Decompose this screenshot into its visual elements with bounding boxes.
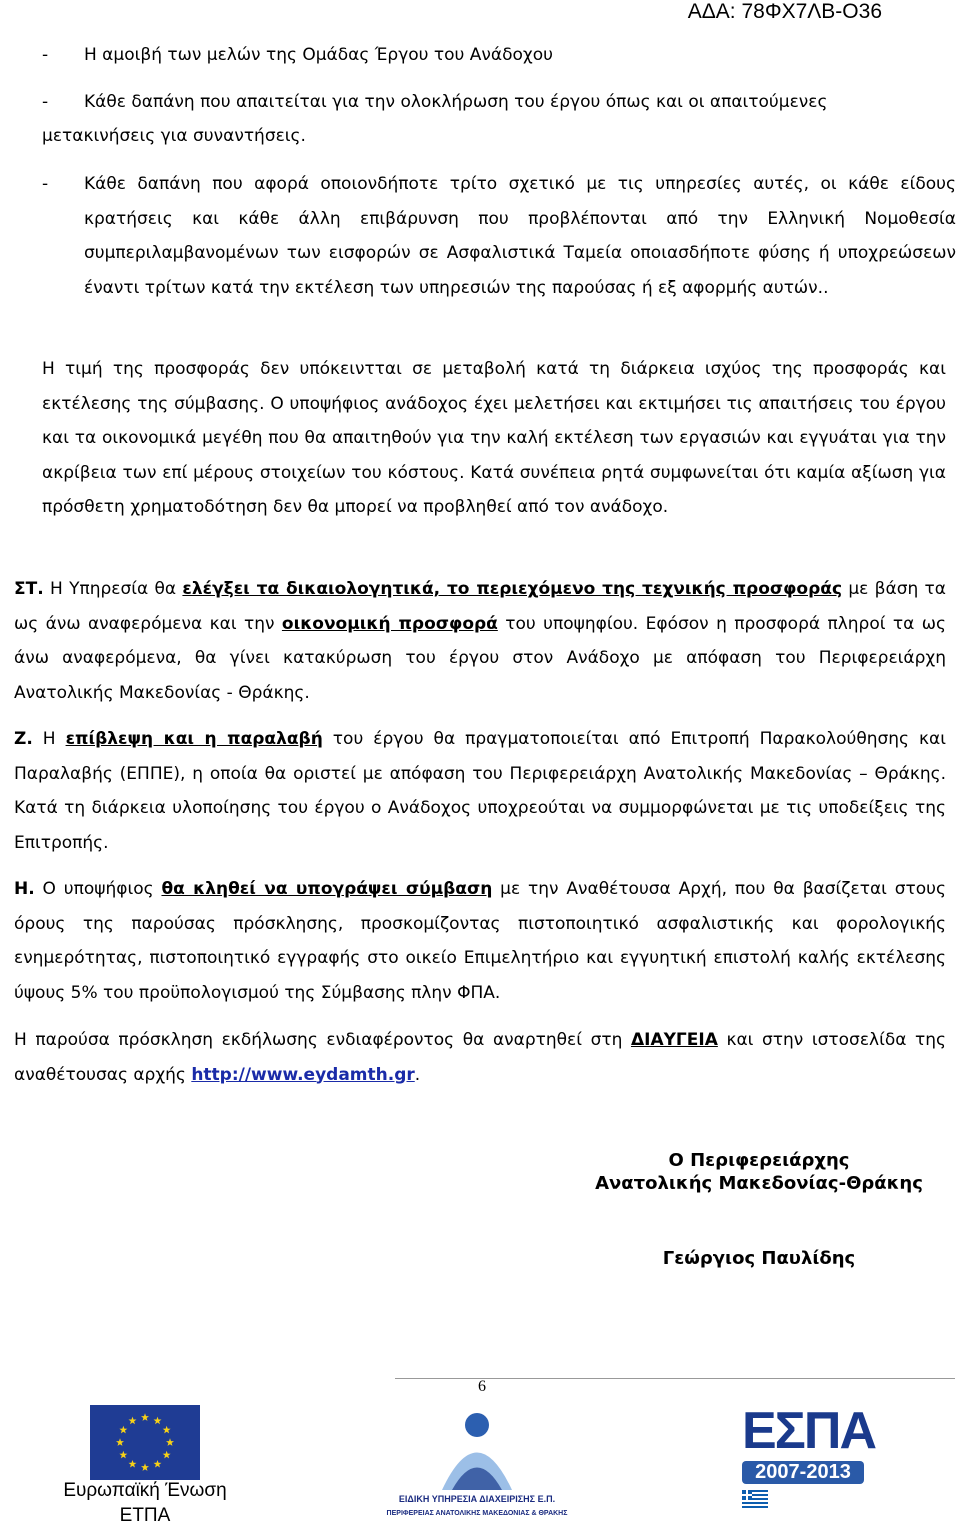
ada-header: ΑΔΑ: 78ΦΧ7ΛΒ-Ο36: [687, 0, 882, 23]
signature-title-2: Ανατολικής Μακεδονίας-Θράκης: [595, 1173, 923, 1194]
publish-paragraph: Η παρούσα πρόσκληση εκδήλωσης ενδιαφέροντος θα αναρτηθεί στη ΔΙΑΥΓΕΙΑ και στην ιστοσελίδα της αναθέτουσας αρχής http://www.eydamth.gr.: [14, 1030, 947, 1085]
price-paragraph: Η τιμή της προσφοράς δεν υπόκειντται σε μεταβολή κατά τη διάρκεια ισχύος της προσφοράς και εκτέλεσης της σύμβασης. Ο υποψήφιος ανάδοχος έχει μελετήσει και εκτιμήσει τις απαιτήσεις του έργου και τα οικονομικά μεγέθη που θα απαιτηθούν για την καλή εκτέλεση των εργασιών και εγγυάται για την ακρίβεια των επί μέρους στοιχείων του κόστους. Κατά συνέπεια ρητά συμφωνείται ότι καμία αξίωση για πρόσθετη χρηματοδότηση δεν θα μπορεί να προβληθεί από τον ανάδοχο.: [42, 359, 946, 517]
agency-name: ΕΙΔΙΚΗ ΥΠΗΡΕΣΙΑ ΔΙΑΧΕΙΡΙΣΗΣ Ε.Π.: [398, 1494, 556, 1504]
espa-years: 2007-2013: [742, 1461, 864, 1484]
section-st: ΣΤ. Η Υπηρεσία θα ελέγξει τα δικαιολογητικά, το περιεχόμενο της τεχνικής προσφοράς με βάση τα ως άνω αναφερόμενα και την οικονομική προσφορά του υποψηφίου. Εφόσον η προσφορά πληροί τα ως άνω αναφερόμενα, θα γίνει κατακύρωση του έργου στον Ανάδοχο με απόφαση του Περιφερειάρχη Ανατολικής Μακεδονίας - Θράκης.: [14, 579, 947, 703]
section-h: Η. Ο υποψήφιος θα κληθεί να υπογράψει σύμβαση με την Αναθέτουσα Αρχή, που θα βασίζεται στους όρους της παρούσας πρόσκλησης, προσκομίζοντας πιστοποιητικό ασφαλιστικής και φορολογικής ενημερότητας, πιστοποιητικό εγγραφής στο οικείο Επιμελητήριο και εγγυητική επιστολή καλής εκτέλεσης ύψους 5% του προϋπολογισμού της Σύμβασης πλην ΦΠΑ.: [14, 879, 946, 1003]
bullet-item: - Κάθε δαπάνη που απαιτείται για την ολοκλήρωση του έργου όπως και οι απαιτούμενες: [42, 92, 828, 112]
section-z: Ζ. Η επίβλεψη και η παραλαβή του έργου θα πραγματοποιείται από Επιτροπή Παρακολούθησης και Παραλαβής (ΕΠΠΕ), η οποία θα οριστεί με απόφαση του Περιφερειάρχη Ανατολικής Μακεδονίας – Θράκης. Κατά τη διάρκεια υλοποίησης του έργου ο Ανάδοχος υποχρεούται να συμμορφώνεται με τις υποδείξεις της Επιτροπής.: [14, 729, 947, 853]
agency-emblem-icon: [432, 1395, 522, 1495]
bullet-item: - Η αμοιβή των μελών της Ομάδας Έργου του Ανάδοχου: [42, 45, 553, 65]
bullet-item: - Κάθε δαπάνη που αφορά οποιονδήποτε τρίτο σχετικό με τις υπηρεσίες αυτές, οι κάθε είδους κρατήσεις και κάθε άλλη επιβάρυνση που προβλέπονται από την Ελληνική Νομοθεσία συμπεριλαμβανομένων των εισφορών σε Ασφαλιστικά Ταμεία οποιασδήποτε φύσης ή υποχρεώσεων έναντι τρίτων κατά την εκτέλεση των υπηρεσιών της παρούσας ή εξ αφορμής αυτών..: [42, 174, 956, 298]
signature-title-1: Ο Περιφερειάρχης: [668, 1150, 850, 1171]
website-link[interactable]: http://www.eydamth.gr: [191, 1064, 415, 1085]
page-number: 6: [478, 1378, 486, 1395]
espa-logo-text: ΕΣΠΑ: [742, 1402, 875, 1460]
espa-logo: [742, 1402, 875, 1510]
etpa-label: ΕΤΠΑ: [119, 1505, 171, 1526]
eu-label: Ευρωπαϊκή Ένωση: [63, 1480, 227, 1501]
greek-flag-icon: [742, 1490, 768, 1508]
eu-flag-icon: [90, 1405, 200, 1480]
bullet-continuation: μετακινήσεις για συναντήσεις.: [42, 126, 306, 146]
agency-region: ΠΕΡΙΦΕΡΕΙΑΣ ΑΝΑΤΟΛΙΚΗΣ ΜΑΚΕΔΟΝΙΑΣ & ΘΡΑΚΗΣ: [386, 1510, 568, 1517]
signature-name: Γεώργιος Παυλίδης: [662, 1248, 856, 1269]
